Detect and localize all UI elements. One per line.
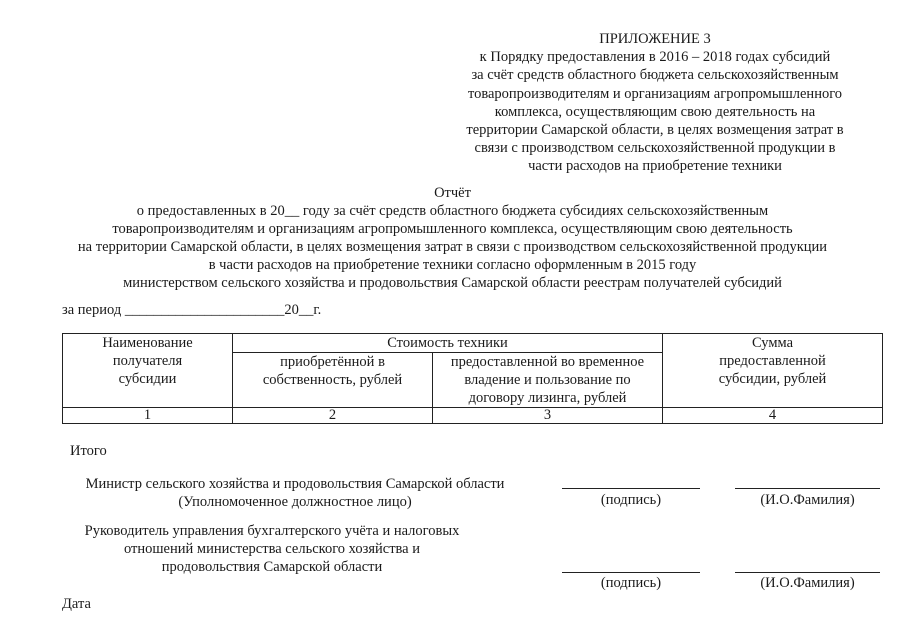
- report-line: в части расходов на приобретение техники согласно оформленным в 2015 году: [208, 257, 697, 273]
- appendix-line: комплекса, осуществляющим свою деятельность на: [494, 103, 816, 120]
- minister-signatory: Министр сельского хозяйства и продовольствия Самарской области (Уполномоченное должностное лицо): [85, 476, 505, 510]
- appendix-title: ПРИЛОЖЕНИЕ 3: [599, 31, 711, 47]
- subsidy-table: [62, 333, 883, 424]
- report-line: товаропроизводителям и организациям агропромышленного комплекса, осуществляющим свою деятельность: [112, 221, 793, 237]
- appendix-line: товаропроизводителям и организациям агропромышленного: [467, 85, 843, 102]
- appendix-line: территории Самарской области, в целях возмещения затрат в: [466, 122, 844, 139]
- name-caption: (И.О.Фамилия): [760, 492, 855, 508]
- signature-line: [562, 488, 700, 489]
- date-label: Дата: [62, 596, 91, 612]
- header-recipient-name: Наименование получателя субсидии: [63, 334, 233, 408]
- appendix-line: за счёт средств областного бюджета сельскохозяйственным: [471, 67, 839, 84]
- accountant-signatory: Руководитель управления бухгалтерского учёта и налоговых отношений министерства сельского хозяйства и продовольствия Самарской области: [84, 523, 460, 575]
- name-line: [735, 488, 880, 489]
- header-leased-cost: предоставленной во временное владение и пользование по договору лизинга, рублей: [433, 353, 663, 408]
- appendix-header: [440, 30, 870, 176]
- appendix-line: части расходов на приобретение техники: [528, 158, 782, 175]
- report-line: о предоставленных в 20__ году за счёт средств областного бюджета субсидиях сельскохозяйственным: [136, 203, 769, 219]
- header-equipment-cost: Стоимость техники: [233, 334, 663, 353]
- signature-caption: (подпись): [600, 492, 662, 508]
- header-owned-cost: приобретённой в собственность, рублей: [233, 353, 433, 408]
- report-line: министерством сельского хозяйства и продовольствия Самарской области реестрам получателей субсидий: [123, 275, 782, 291]
- appendix-line: к Порядку предоставления в 2016 – 2018 годах субсидий: [479, 49, 831, 66]
- column-number: 3: [433, 408, 663, 424]
- header-subsidy-amount: Сумма предоставленной субсидии, рублей: [663, 334, 883, 408]
- report-period: за период ______________________20__г.: [62, 302, 322, 318]
- report-line: на территории Самарской области, в целях возмещения затрат в связи с производством сельскохозяйственной продукции: [77, 239, 828, 255]
- signature-caption: (подпись): [600, 575, 662, 591]
- name-caption: (И.О.Фамилия): [760, 575, 855, 591]
- column-number: 4: [663, 408, 883, 424]
- report-title: [0, 184, 905, 292]
- appendix-line: связи с производством сельскохозяйственной продукции в: [474, 140, 836, 157]
- name-line: [735, 572, 880, 573]
- signature-line: [562, 572, 700, 573]
- report-heading: Отчёт: [434, 185, 471, 201]
- total-label: Итого: [70, 443, 107, 459]
- column-number: 2: [233, 408, 433, 424]
- column-number: 1: [63, 408, 233, 424]
